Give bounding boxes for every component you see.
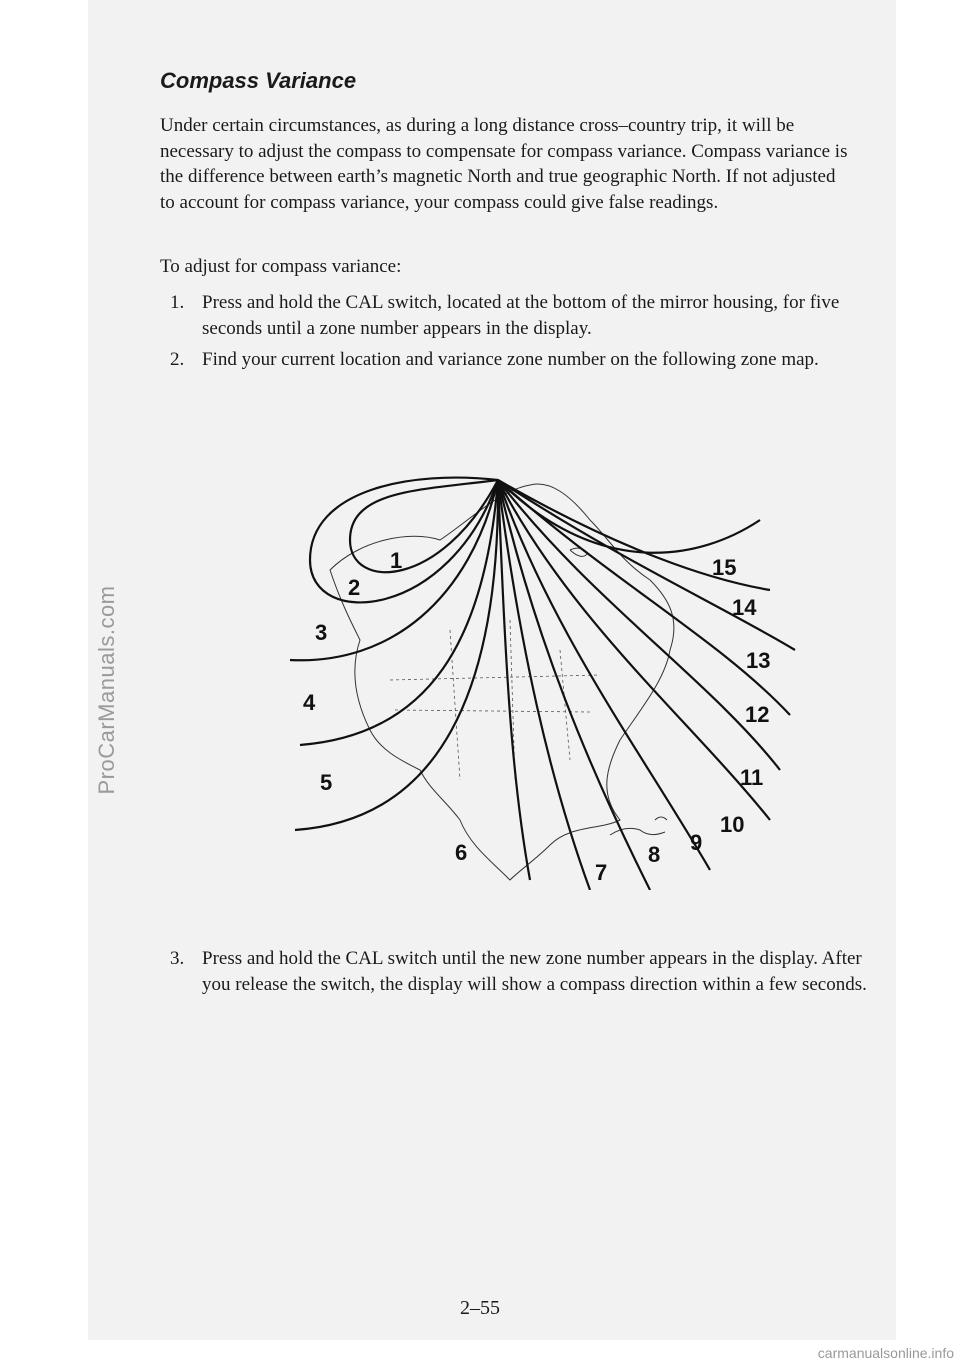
- zone-line-2: [310, 478, 498, 603]
- zone-label-12: 12: [745, 702, 770, 727]
- step-3: [170, 946, 870, 997]
- zone-label-2: 2: [348, 575, 361, 600]
- step-1: [170, 290, 870, 341]
- zone-line-15: [498, 480, 760, 553]
- zone-line-11: [498, 480, 780, 770]
- section-heading: Compass Variance: [160, 68, 357, 93]
- compass-zone-map: [270, 450, 810, 890]
- zone-label-3: 3: [315, 620, 328, 645]
- zone-label-13: 13: [746, 648, 771, 673]
- instruction-lead: To adjust for compass variance:: [160, 256, 402, 277]
- zone-line-7: [498, 480, 590, 890]
- page-number: 2–55: [460, 1297, 500, 1319]
- zone-label-14: 14: [732, 595, 757, 620]
- zone-label-11: 11: [740, 765, 764, 790]
- zone-label-1: 1: [390, 548, 403, 573]
- zone-label-4: 4: [303, 690, 316, 715]
- step-number: 2.: [170, 349, 185, 370]
- state-borders: [390, 620, 600, 780]
- step-text: Find your current location and variance zone number on the following zone map.: [202, 349, 819, 370]
- zone-label-10: 10: [720, 812, 745, 837]
- step-text: Press and hold the CAL switch, located at the bottom of the mirror housing, for five seconds until a zone number appears in the display.: [202, 292, 840, 339]
- zone-label-7: 7: [595, 860, 608, 885]
- zone-map-drawing: [270, 450, 810, 890]
- step-text: Press and hold the CAL switch until the new zone number appears in the display. After you release the switch, the display will show a compass direction within a few seconds.: [202, 948, 867, 995]
- zone-label-8: 8: [648, 842, 661, 867]
- zone-label-15: 15: [712, 555, 737, 580]
- side-watermark: ProCarManuals.com: [94, 585, 119, 795]
- zone-line-10: [498, 480, 770, 820]
- step-number: 3.: [170, 948, 185, 969]
- zone-label-9: 9: [690, 830, 703, 855]
- zone-label-6: 6: [455, 840, 468, 865]
- zone-label-5: 5: [320, 770, 333, 795]
- step-number: 1.: [170, 292, 185, 313]
- step-2: [170, 347, 870, 373]
- intro-paragraph: Under certain circumstances, as during a long distance cross–country trip, it will be necessary to adjust the compass to compensate for compass variance. Compass variance is the difference between earth’s magnetic North and true geographic North. If not adjusted to account for compass variance, your compass could give false readings.: [160, 115, 848, 213]
- footer-url: carmanualsonline.info: [817, 1345, 954, 1361]
